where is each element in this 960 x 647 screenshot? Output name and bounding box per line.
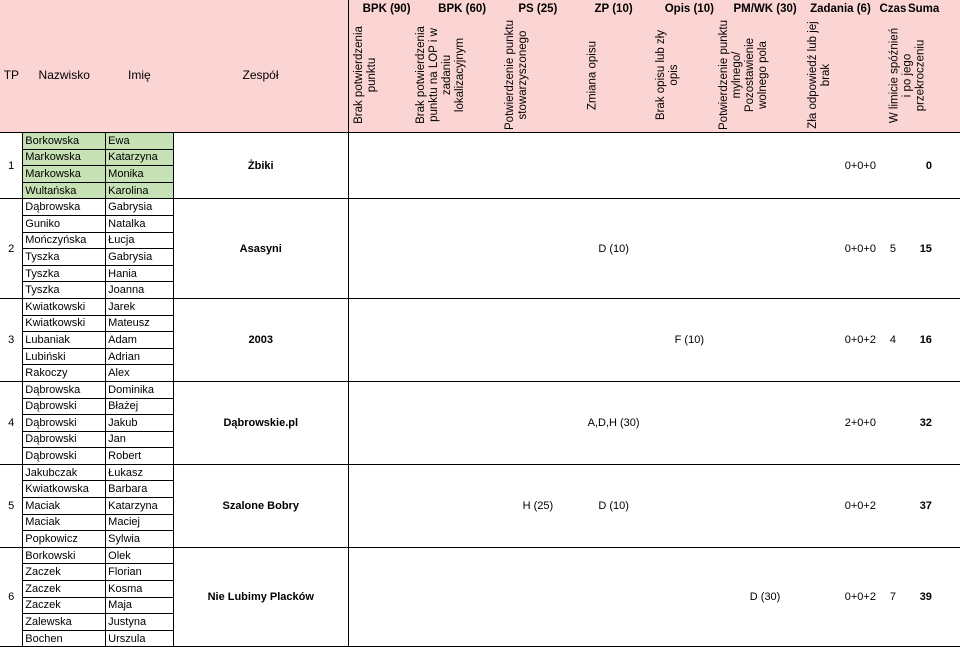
member-firstname: Robert (106, 448, 173, 465)
member-surname: Zalewska (23, 614, 106, 631)
cell-opis (651, 547, 727, 647)
cell-czas: 7 (889, 591, 896, 604)
team-number: 4 (0, 381, 23, 464)
team-name: Asasyni (173, 199, 348, 299)
cell-bpk90 (348, 381, 424, 464)
cell-pmwk (727, 133, 803, 199)
cell-pmwk (727, 199, 803, 299)
member-surname: Markowska (23, 149, 106, 166)
cell-zadania: 2+0+0 (803, 381, 878, 464)
member-surname: Wultańska (23, 182, 106, 199)
member-firstname: Barbara (106, 481, 173, 498)
member-firstname: Jakub (106, 415, 173, 432)
column-zespol: Zespół (173, 18, 348, 133)
member-firstname: Mateusz (106, 315, 173, 332)
header-blank (0, 0, 348, 18)
cell-zadania: 0+0+0 (803, 133, 878, 199)
member-surname: Dąbrowski (23, 448, 106, 465)
cell-czas-suma (878, 133, 960, 199)
member-surname: Zaczek (23, 597, 106, 614)
results-body (0, 133, 960, 647)
member-surname: Maciak (23, 514, 106, 531)
table-row (0, 298, 960, 315)
header-czas-suma (878, 0, 960, 18)
member-surname: Zaczek (23, 564, 106, 581)
column-brak-opisu: Brak opisu lub zły opis (651, 18, 727, 133)
member-surname: Tyszka (23, 265, 106, 282)
member-firstname: Katarzyna (106, 498, 173, 515)
member-surname: Borkowski (23, 547, 106, 564)
member-firstname: Łukasz (106, 464, 173, 481)
cell-pmwk: D (30) (727, 547, 803, 647)
cell-bpk90 (348, 199, 424, 299)
member-firstname: Łucja (106, 232, 173, 249)
cell-zp: D (10) (576, 464, 652, 547)
member-firstname: Jan (106, 431, 173, 448)
cell-pmwk (727, 381, 803, 464)
category-ps: PS (25) (500, 0, 576, 18)
member-surname: Lubiński (23, 348, 106, 365)
cell-ps (500, 381, 576, 464)
member-surname: Popkowicz (23, 531, 106, 548)
member-surname: Borkowska (23, 133, 106, 150)
member-firstname: Hania (106, 265, 173, 282)
team-number: 6 (0, 547, 23, 647)
member-firstname: Olek (106, 547, 173, 564)
member-firstname: Kosma (106, 581, 173, 598)
member-surname: Kwiatkowska (23, 481, 106, 498)
column-nazwisko: Nazwisko (23, 18, 106, 133)
cell-czas-suma (878, 464, 960, 547)
member-surname: Dąbrowski (23, 398, 106, 415)
member-firstname: Jarek (106, 298, 173, 315)
member-surname: Dąbrowski (23, 431, 106, 448)
column-zmiana-opisu: Zmiana opisu (576, 18, 652, 133)
cell-bpk60 (424, 547, 500, 647)
column-zla-odpowiedz: Zła odpowiedź lub jej brak (803, 18, 878, 133)
cell-suma: 16 (919, 333, 932, 346)
member-surname: Markowska (23, 166, 106, 183)
member-firstname: Błażej (106, 398, 173, 415)
cell-bpk60 (424, 199, 500, 299)
column-imie: Imię (106, 18, 173, 133)
cell-bpk60 (424, 133, 500, 199)
member-surname: Guniko (23, 215, 106, 232)
member-surname: Kwiatkowski (23, 315, 106, 332)
cell-ps (500, 547, 576, 647)
cell-zp (576, 547, 652, 647)
cell-zadania: 0+0+2 (803, 298, 878, 381)
cell-opis (651, 381, 727, 464)
cell-bpk90 (348, 547, 424, 647)
member-surname: Rakoczy (23, 365, 106, 382)
column-limit-spoznien: W limicie spóźnień i po jego przekroczeniu (878, 18, 960, 133)
category-zadania: Zadania (6) (803, 0, 878, 18)
member-surname: Lubaniak (23, 332, 106, 349)
member-firstname: Natalka (106, 215, 173, 232)
column-tp: TP (0, 18, 23, 133)
category-czas: Czas (879, 3, 907, 15)
member-surname: Dąbrowska (23, 381, 106, 398)
cell-zadania: 0+0+0 (803, 199, 878, 299)
member-surname: Zaczek (23, 581, 106, 598)
team-name: Szalone Bobry (173, 464, 348, 547)
column-brak-potwierdzenia-lop: Brak potwierdzenia punktu na LOP i w zadaniu lokalizacyjnym (424, 18, 500, 133)
cell-suma: 0 (925, 159, 932, 172)
table-row (0, 464, 960, 481)
member-firstname: Joanna (106, 282, 173, 299)
member-firstname: Ewa (106, 133, 173, 150)
member-surname: Dąbrowski (23, 415, 106, 432)
cell-opis (651, 464, 727, 547)
cell-ps (500, 133, 576, 199)
member-firstname: Alex (106, 365, 173, 382)
member-firstname: Gabrysia (106, 249, 173, 266)
member-surname: Tyszka (23, 249, 106, 266)
cell-czas: 5 (889, 242, 896, 255)
cell-bpk60 (424, 381, 500, 464)
member-surname: Tyszka (23, 282, 106, 299)
cell-czas-suma (878, 381, 960, 464)
cell-czas-suma (878, 298, 960, 381)
cell-bpk90 (348, 464, 424, 547)
cell-bpk60 (424, 298, 500, 381)
team-name: 2003 (173, 298, 348, 381)
cell-opis (651, 133, 727, 199)
cell-zadania: 0+0+2 (803, 547, 878, 647)
column-brak-potwierdzenia: Brak potwierdzenia punktu (348, 18, 424, 133)
cell-zadania: 0+0+2 (803, 464, 878, 547)
table-row (0, 199, 960, 216)
table-row (0, 133, 960, 150)
cell-czas-suma (878, 547, 960, 647)
cell-czas-suma (878, 199, 960, 299)
column-punkt-stowarzyszony: Potwierdzenie punktu stowarzyszonego (500, 18, 576, 133)
member-surname: Jakubczak (23, 464, 106, 481)
member-surname: Dąbrowska (23, 199, 106, 216)
category-zp: ZP (10) (576, 0, 652, 18)
cell-bpk60 (424, 464, 500, 547)
team-name: Nie Lubimy Placków (173, 547, 348, 647)
member-surname: Mończyńska (23, 232, 106, 249)
member-firstname: Sylwia (106, 531, 173, 548)
category-bpk60: BPK (60) (424, 0, 500, 18)
member-firstname: Justyna (106, 614, 173, 631)
table-row (0, 381, 960, 398)
member-firstname: Monika (106, 166, 173, 183)
cell-suma: 37 (919, 499, 932, 512)
category-suma: Suma (907, 3, 940, 15)
cell-opis: F (10) (651, 298, 727, 381)
member-firstname: Adrian (106, 348, 173, 365)
member-firstname: Florian (106, 564, 173, 581)
table-row (0, 547, 960, 564)
member-firstname: Maja (106, 597, 173, 614)
team-name: Żbiki (173, 133, 348, 199)
member-firstname: Urszula (106, 630, 173, 647)
cell-zp: D (10) (576, 199, 652, 299)
member-firstname: Karolina (106, 182, 173, 199)
cell-ps (500, 199, 576, 299)
cell-zp: A,D,H (30) (576, 381, 652, 464)
member-surname: Bochen (23, 630, 106, 647)
team-number: 2 (0, 199, 23, 299)
team-number: 5 (0, 464, 23, 547)
team-name: Dąbrowskie.pl (173, 381, 348, 464)
cell-ps: H (25) (500, 464, 576, 547)
cell-pmwk (727, 298, 803, 381)
cell-suma: 15 (919, 242, 932, 255)
category-opis: Opis (10) (651, 0, 727, 18)
category-pmwk: PM/WK (30) (727, 0, 803, 18)
cell-bpk90 (348, 133, 424, 199)
member-firstname: Adam (106, 332, 173, 349)
member-firstname: Katarzyna (106, 149, 173, 166)
member-firstname: Gabrysia (106, 199, 173, 216)
column-punkt-mylny: Potwierdzenie punktu mylnego/ Pozostawienie wolnego pola (727, 18, 803, 133)
cell-bpk90 (348, 298, 424, 381)
cell-opis (651, 199, 727, 299)
cell-pmwk (727, 464, 803, 547)
cell-ps (500, 298, 576, 381)
category-bpk90: BPK (90) (348, 0, 424, 18)
member-firstname: Maciej (106, 514, 173, 531)
cell-suma: 32 (919, 416, 932, 429)
member-firstname: Dominika (106, 381, 173, 398)
cell-czas: 4 (889, 333, 896, 346)
cell-zp (576, 298, 652, 381)
team-number: 3 (0, 298, 23, 381)
cell-suma: 39 (919, 591, 932, 604)
member-surname: Maciak (23, 498, 106, 515)
team-number: 1 (0, 133, 23, 199)
member-surname: Kwiatkowski (23, 298, 106, 315)
cell-zp (576, 133, 652, 199)
